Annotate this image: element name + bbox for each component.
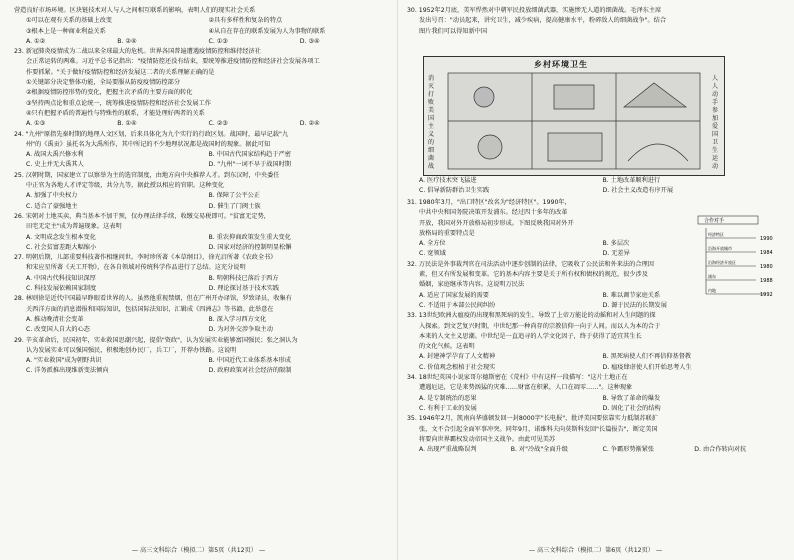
question-line: 开放，我国对外开放格局初步形成。下图反映我国对外开	[419, 219, 574, 227]
option-row	[14, 315, 391, 325]
option-row	[14, 27, 391, 37]
option-row	[407, 404, 786, 414]
chart-year-label: 1990	[760, 236, 773, 242]
right-page	[397, 0, 794, 560]
question-line: 24. "九州"原指先秦时期的地理人文区划，后来具体化为九个实行的行政区划。战国时，最早记载"九	[14, 130, 289, 138]
option-row	[14, 233, 391, 243]
option: B. 深入学习西方文化	[208, 315, 267, 323]
option: A. 战国大禹兴修水利	[26, 151, 84, 159]
option: D. 瘟疫肆虐使人们开始思考人生	[602, 363, 692, 371]
option: ④从自在存在的联系发展为人为事物的联系	[208, 27, 326, 35]
option-row	[14, 366, 391, 376]
option: D. 理论探讨基于技术实践	[208, 285, 280, 293]
option: A. 全方位	[419, 240, 446, 248]
question-line: 23. 新冠肺炎疫情成为二战以来全球最大的危机。世界各国普遍遭遇疫情防控和维持经济社	[14, 48, 261, 56]
option: D. "九州"一词不早于战国时期	[208, 161, 291, 169]
option: B. 重农抑商政策发生重大变化	[208, 233, 291, 241]
option: A. 推动晚清社会变革	[26, 315, 84, 323]
question-line: 31. 1980年3月，"出口特区"改名为"经济特区"。1990年，	[407, 199, 571, 206]
question-line: 作要抓紧。"关于做好疫情防控和经济发展这二者的关系理解正确的是	[26, 68, 215, 76]
option: D. 源于民法的长期发展	[602, 301, 667, 309]
option-row	[407, 186, 786, 196]
chart-zone-label: 沿海经济开放区	[708, 260, 736, 265]
option-row	[14, 191, 391, 201]
option: ③根本上是一种商业利益关系	[26, 27, 106, 35]
option: B. 导致了革命的爆发	[602, 394, 661, 402]
option: A. 是专制统治的恶果	[419, 394, 477, 402]
option: B. 土地改革顺利进行	[602, 177, 661, 184]
option: C. 价值观念根植于社会现实	[419, 363, 496, 371]
option-row	[14, 150, 391, 160]
option: D. 无差异	[602, 250, 630, 258]
option: B. 中国古代国家结构趋于严密	[208, 151, 291, 159]
q30-stem	[407, 6, 786, 37]
option-row	[14, 274, 391, 284]
option: A. 医疗技术突飞猛进	[419, 177, 477, 184]
option: C. 洋务派推出现维新变法倾向	[26, 367, 109, 375]
option: B. 多层次	[602, 240, 630, 248]
option: C. 适合了豪强地主	[26, 202, 78, 210]
question-line: 26. 宋朝对土地买卖，典当基本不加干预，仅办理法律手续，收缴交易税即可。"贫富无定势，	[14, 212, 270, 220]
option: A. "实业救国"成为朝野共识	[26, 357, 102, 365]
question-line: 图片我们可以得知新中国	[419, 27, 488, 35]
question-line: 田宅无定主"成为普遍现象。这表明	[26, 223, 122, 231]
option: ①可以在观有关系的基础上改变	[26, 17, 112, 25]
question-line: ③坚持两点论和重点论统一，统筹推进疫情防控和经济社会发展工作	[26, 99, 211, 107]
option: A. 适应了国家发展的需要	[419, 291, 489, 299]
option: B. ①④	[117, 120, 137, 128]
chart-year-label: 1984	[760, 250, 773, 256]
option: B. 难以调节家庭关系	[602, 291, 661, 299]
option: C. 社会贫富差距大幅缩小	[26, 243, 97, 251]
chart-legend: 合作对手	[704, 218, 725, 224]
question-line: 中共中央和国务院决策开发浦东。经过四十多年的改革	[419, 209, 568, 217]
question-line: 婚姻，家庭继承等内容。这说明万民法	[419, 281, 525, 289]
option-row	[14, 356, 391, 366]
option: D. 固化了社会的结构	[602, 404, 661, 412]
option-row	[407, 363, 786, 373]
option: B. 保障了公平公正	[208, 192, 260, 200]
chart-zone-label: 浦东	[708, 274, 716, 279]
option: A. ①③	[26, 120, 46, 128]
question-line: 35. 1946年2月，凯南向华盛顿发回一封8000字"长电报"，批评美国要依靠实力抵制苏联扩	[407, 415, 658, 423]
option: A. ①②	[26, 37, 46, 45]
option-row	[14, 202, 391, 212]
hygiene-cartoon	[423, 56, 725, 176]
chart-zone-label: 内地	[708, 288, 716, 293]
question-line: ④只有把握矛盾的普遍性与特殊性的联系，才能处理好两者的关系	[26, 109, 205, 117]
question-line: 29. 辛亥革命后，民国初年，实业救国思潮兴起，提倡"资政"，认为发展实业能够富国强民；张之洞认为	[14, 336, 298, 344]
chart-year-label: 1988	[760, 278, 773, 284]
question-line: 放格局的重要特点是	[419, 229, 475, 237]
option: D. 催生了门阀士族	[208, 202, 261, 210]
option: C. 宽领域	[419, 250, 446, 258]
option-row	[407, 445, 786, 455]
option: C. 改变国人自大的心态	[26, 326, 90, 334]
question-line: 将要向世界霸权发动帝国主义战争。由此可见美苏	[419, 435, 556, 443]
question-line: 25. 汉朝时期，国家建立了以察举为主的选官制度，由地方向中央推荐人才。到东汉时，中央委任	[14, 171, 280, 179]
opening-pattern-chart	[696, 214, 784, 298]
option-row	[14, 243, 391, 253]
option: B. 对"冷战"全面升级	[510, 446, 568, 454]
left-question-block	[14, 6, 391, 377]
option-row	[14, 160, 391, 170]
option: B. ②④	[117, 37, 137, 45]
option: A. 文明成念发生根本变化	[26, 233, 96, 241]
q30-options	[407, 176, 786, 197]
question-line: 发出号召："动员起来，讲究卫生，减少疾病，提高健康水平，粉碎敌人的细菌战争"。结合	[419, 17, 667, 25]
left-footer: — 高三文科综合（模拟二）第5页（共12页） —	[131, 547, 266, 554]
question-line: 28. 林则徐是近代中国最早睁眼看世界的人。虽然他重视禁烟，但在广州开办译馆，罗致译员，收集有	[14, 295, 292, 303]
question-line: 张，文不合引起全面军事冲突。同年9月，诺维科夫向莫斯科发回"长篇报告"，断定美国	[419, 425, 658, 433]
cartoon-left-caption: 消灭打败美国主义的细菌战	[428, 75, 435, 170]
question-line: ①关键部分决定整体功能，全局要服从防疫疫情防控部分	[26, 79, 181, 87]
option: D. 社会主义改造有序开展	[602, 187, 674, 195]
option: C. 争霸形势渐紧张	[602, 446, 655, 454]
option: A. 出现严重战略误判	[419, 446, 477, 454]
option-row	[14, 119, 391, 129]
option: C. ①③	[208, 37, 228, 45]
option: ②具有多样性和复杂的特点	[208, 17, 283, 25]
question-line: 33. 13世纪欧洲大瘟疫的出现和黑死病的发生，导致了上帝万能论的动摇和对人生问题的探	[407, 312, 656, 320]
option: C. 不适用于本部公民间纠纷	[419, 301, 496, 309]
question-line: 认为发展实业可以强国强民，积极地创办民厂，兵工厂，开荐办铁路。这说明	[26, 346, 237, 354]
question-line: ②根据疫情防控形势的变化，把握主次矛盾的主要方面的转化	[26, 89, 193, 97]
option-row	[14, 16, 391, 26]
question-line: 30. 1952年2月底，美军悍然对中朝军民投放细菌武器，实施惨无人道的细菌战。毛泽东主席	[407, 7, 662, 14]
cartoon-title: 乡村环境卫生	[534, 60, 588, 69]
option: C. 有利于工业的发展	[419, 404, 477, 412]
question-line: 27. 明朝后期，儿部重要科技著作相继问世。李时珍所著《本草纲目》，徐光启所著《农政全书》	[14, 254, 277, 262]
option: C. 科技发展依赖国家制度	[26, 285, 97, 293]
option: B. 明朝科技已落后于西方	[208, 274, 279, 282]
question-line: 的文化气候。这表明	[419, 343, 475, 351]
option: C. ②③	[208, 120, 228, 128]
question-line: 中正官为各地人才评定等级，共分九等，据此授以相应的官职。这种变化	[26, 182, 224, 190]
right-footer: — 高三文科综合（模拟二）第6页（共12页） —	[528, 547, 663, 554]
option-row	[14, 325, 391, 335]
question-line: 入探索。到文艺复兴时期，中世纪那一种尚存的宗教信仰一向于人间。而以人为本的合于	[419, 322, 661, 330]
option: C. 倡导新防群治卫生实践	[419, 187, 490, 195]
question-line: 和宋应星所著《天工开物》，在各自领域对传统科学作品进行了总结。这充分说明	[26, 264, 246, 272]
cartoon-drawing	[424, 57, 724, 175]
option: A. 封建神学孕育了人文精神	[419, 353, 496, 361]
option-row	[14, 37, 391, 47]
question-line: 会正常运转的两难。习近平总书记指出："疫情防控还没有结束，要统筹推进疫情防控和经济社会发展各项工	[26, 58, 320, 66]
option-row	[407, 352, 786, 362]
option: D. ③④	[299, 37, 320, 45]
question-line: 32. 万民法是外事裁判官在司法活动中逐步创制的法律，它吸收了公民法和外来法的合理因	[407, 260, 654, 268]
cartoon-right-caption: 人人动手参加爱国卫生运动	[712, 75, 719, 170]
option: C. 史上并无大禹其人	[26, 161, 84, 169]
question-line: 营造良好市场环境。区块链技术对人与人之间相互联系的影响，表明人们的现实社会关系	[14, 7, 256, 14]
question-line: 素，但又有所发展和变革。它的基本内容主要是关于所有权和债权的规范，很少涉及	[419, 271, 648, 279]
option: D. 政府政策对社会经济的限制	[208, 367, 292, 375]
option-row	[14, 284, 391, 294]
option: A. 加强了中央权力	[26, 192, 78, 200]
chart-zone-label: 经济特区	[708, 232, 724, 237]
option: D. ②④	[299, 120, 320, 128]
option: A. 中国古代科技知识深厚	[26, 274, 96, 282]
question-line: 遭遇厄运，它是来势汹猛的灾难……财富在积累，人口在凋零……"。这种现象	[419, 384, 633, 392]
option-row	[407, 394, 786, 404]
option: D. 国家对经济的控制明显松懈	[208, 243, 292, 251]
chart-year-label: 1980	[760, 264, 773, 270]
opening-chart-svg	[696, 214, 784, 298]
chart-year-label: 1992	[760, 292, 773, 298]
option: B. 黑死病使人们不再信仰基督教	[602, 353, 692, 361]
option-row	[407, 301, 786, 311]
question-line: 关西洋方面的消息潜报和国际知识，包括国际法知识，汇辑成《四洲志》等书籍。此举意在	[26, 305, 274, 313]
option-row	[407, 176, 786, 186]
option: B. 中国近代工业体系基本形成	[208, 357, 291, 365]
option: D. 为对外交涉争取主动	[208, 326, 273, 334]
question-line: 本来的人文主义思潮。中世纪是一直追寻的人学文化因子，终于获得了适宜其生长	[419, 332, 642, 340]
question-line: 34. 18世纪英国小说家哥尔德斯密在《荒村》中有这样一段描写："这片土地正在	[407, 374, 628, 382]
option: D. 由合作转向对抗	[694, 446, 747, 454]
question-line: 州"的《禹贡》虽托名为大禹所作，其中所记的不少地理状况都是战国时的现象。据此可知	[26, 140, 271, 148]
chart-zone-label: 沿海开放城市	[708, 246, 732, 251]
